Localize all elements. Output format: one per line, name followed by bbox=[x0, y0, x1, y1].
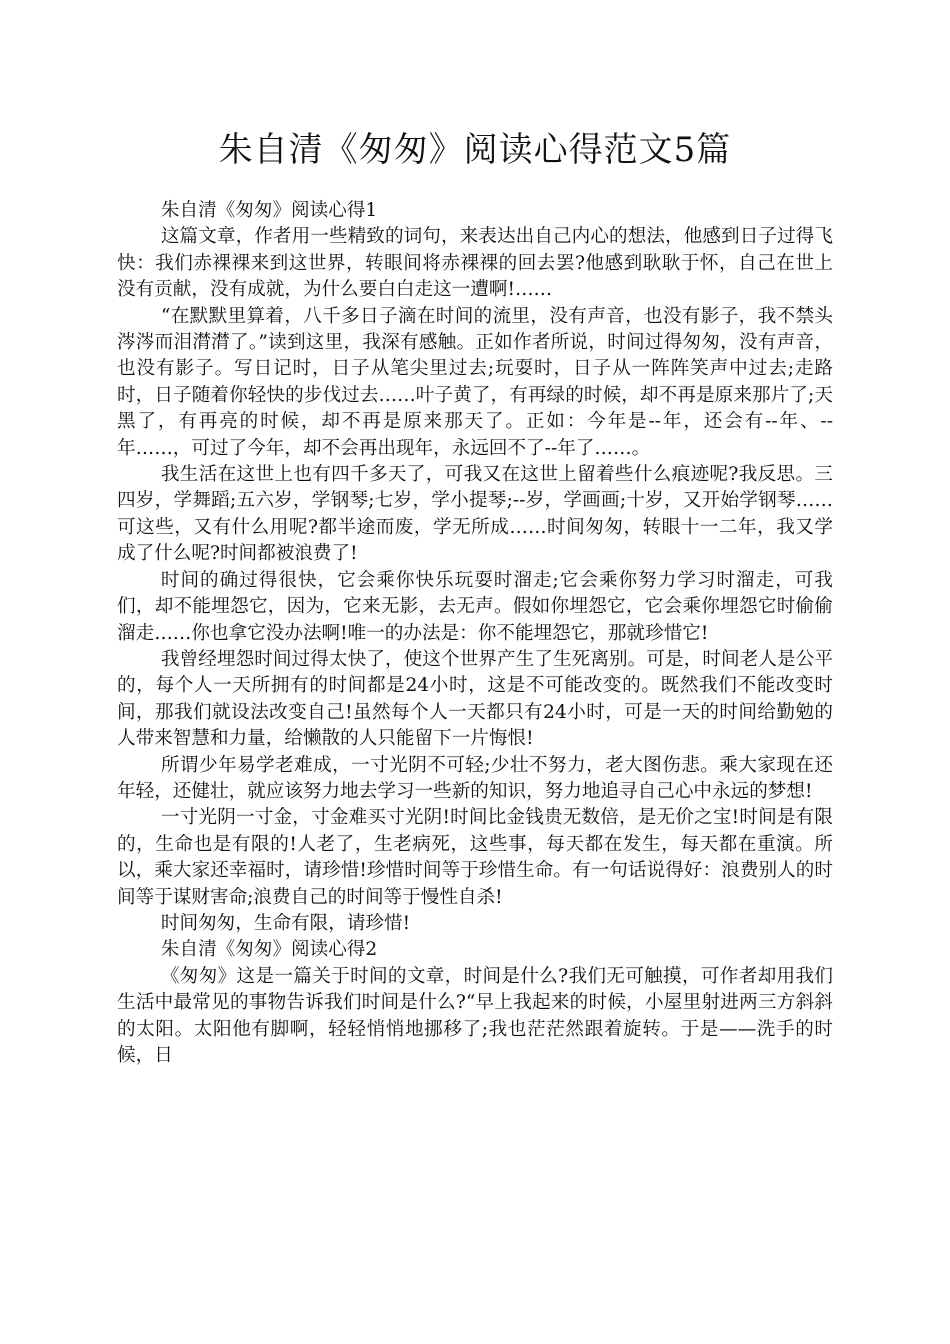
section-heading-1: 朱自清《匆匆》阅读心得1 bbox=[160, 200, 378, 221]
section-heading-2: 朱自清《匆匆》阅读心得2 bbox=[160, 939, 378, 961]
document-body bbox=[117, 198, 833, 1069]
document-title: 朱自清《匆匆》阅读心得范文5篇 bbox=[218, 130, 732, 170]
body-paragraph: 时间的确过得很快，它会乘你快乐玩耍时溜走;它会乘你努力学习时溜走，可我们，却不能埋怨它，因为，它来无影，去无声。假如你埋怨它，它会乘你埋怨它时偷偷溜走……你也拿它没办法啊!唯一的办法是：你不能埋怨它，那就珍惜它! bbox=[117, 569, 833, 644]
body-paragraph: 这篇文章，作者用一些精致的词句，来表达出自己内心的想法，他感到日子过得飞快：我们赤裸裸来到这世界，转眼间将赤裸裸的回去罢?他感到耿耿于怀，自己在世上没有贡献，没有成就，为什么要白白走这一遭啊!…… bbox=[117, 226, 833, 301]
body-paragraph: 《匆匆》这是一篇关于时间的文章，时间是什么?我们无可触摸，可作者却用我们生活中最常见的事物告诉我们时间是什么?“早上我起来的时候，小屋里射进两三方斜斜的太阳。太阳他有脚啊，轻轻悄悄地挪移了;我也茫茫然跟着旋转。于是——洗手的时候，日 bbox=[117, 965, 833, 1066]
body-paragraph: “在默默里算着，八千多日子滴在时间的流里，没有声音，也没有影子，我不禁头涔涔而泪潸潸了。”读到这里，我深有感触。正如作者所说，时间过得匆匆，没有声音，也没有影子。写日记时，日子从笔尖里过去;玩耍时，日子从一阵阵笑声中过去;走路时，日子随着你轻快的步伐过去……叶子黄了，有再绿的时候，却不再是原来那片了;天黑了，有再亮的时候，却不再是原来那天了。正如：今年是--年，还会有--年、--年……，可过了今年，却不会再出现年，永远回不了--年了……。 bbox=[117, 305, 833, 459]
body-paragraph: 时间匆匆，生命有限，请珍惜! bbox=[160, 912, 411, 934]
body-paragraph: 我曾经埋怨时间过得太快了，使这个世界产生了生死离别。可是，时间老人是公平的，每个人一天所拥有的时间都是24小时，这是不可能改变的。既然我们不能改变时间，那我们就设法改变自己!虽然每个人一天都只有24小时，可是一天的时间给勤勉的人带来智慧和力量，给懒散的人只能留下一片悔恨! bbox=[117, 648, 833, 750]
body-paragraph: 所谓少年易学老难成，一寸光阴不可轻;少壮不努力，老大图伤悲。乘大家现在还年轻，还健壮，就应该努力地去学习一些新的知识，努力地追寻自己心中永远的梦想! bbox=[117, 754, 833, 802]
body-paragraph: 一寸光阴一寸金，寸金难买寸光阴!时间比金钱贵无数倍，是无价之宝!时间是有限的，生命也是有限的!人老了，生老病死，这些事，每天都在发生，每天都在重演。所以，乘大家还幸福时，请珍惜!珍惜时间等于珍惜生命。有一句话说得好：浪费别人的时间等于谋财害命;浪费自己的时间等于慢性自杀! bbox=[117, 807, 833, 908]
body-paragraph: 我生活在这世上也有四千多天了，可我又在这世上留着些什么痕迹呢?我反思。三四岁，学舞蹈;五六岁，学钢琴;七岁，学小提琴;--岁，学画画;十岁，又开始学钢琴……可这些，又有什么用呢?都半途而废，学无所成……时间匆匆，转眼十一二年，我又学成了什么呢?时间都被浪费了! bbox=[117, 464, 833, 565]
